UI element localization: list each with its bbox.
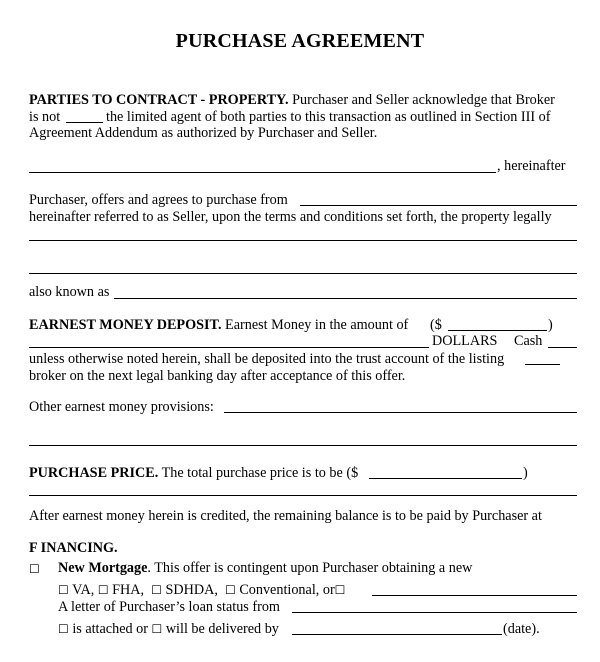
purchaser-offers-text: Purchaser, offers and agrees to purchase from bbox=[29, 192, 288, 208]
other-loan-checkbox[interactable]: ☐ bbox=[334, 583, 346, 597]
listing-blank[interactable] bbox=[525, 364, 560, 365]
earnest-text: Earnest Money in the amount of bbox=[225, 317, 409, 333]
price-text: The total purchase price is to be ($ bbox=[161, 465, 359, 481]
letter-text: A letter of Purchaser’s loan status from bbox=[58, 599, 280, 615]
other-provisions-text: Other earnest money provisions: bbox=[29, 399, 214, 415]
attached-text: is attached or bbox=[72, 621, 148, 637]
legal-description-line-1[interactable] bbox=[29, 240, 577, 241]
conventional-checkbox[interactable]: ☐ bbox=[225, 583, 236, 597]
va-checkbox[interactable]: ☐ bbox=[58, 583, 69, 597]
financing-heading: F INANCING. bbox=[29, 540, 118, 556]
cash-blank[interactable] bbox=[548, 347, 577, 348]
price-heading: PURCHASE PRICE. bbox=[29, 465, 159, 481]
parties-text-3: Agreement Addendum as authorized by Purchaser and Seller. bbox=[29, 125, 378, 141]
new-mortgage-line bbox=[58, 560, 472, 577]
also-known-as-blank[interactable] bbox=[114, 298, 577, 299]
seller-name-blank[interactable] bbox=[300, 205, 577, 206]
hereinafter-text: , hereinafter bbox=[497, 158, 566, 174]
loan-status-from-blank[interactable] bbox=[292, 612, 577, 613]
parties-text-2a: is not bbox=[29, 109, 61, 125]
page-title: PURCHASE AGREEMENT bbox=[175, 30, 425, 52]
earnest-heading: EARNEST MONEY DEPOSIT. bbox=[29, 317, 222, 333]
delivery-date-blank[interactable] bbox=[292, 634, 502, 635]
new-mortgage-text: . This offer is contingent upon Purchaser obtaining a new bbox=[147, 560, 473, 576]
loan-type-options bbox=[58, 582, 345, 599]
unless-text: unless otherwise noted herein, shall be deposited into the trust account of the listing bbox=[29, 351, 505, 367]
delivered-text: will be delivered by bbox=[165, 621, 279, 637]
attached-checkbox[interactable]: ☐ bbox=[58, 622, 69, 636]
earnest-open-paren: ($ bbox=[430, 317, 442, 333]
new-mortgage-checkbox[interactable]: ☐ bbox=[29, 562, 40, 576]
price-close-paren: ) bbox=[523, 465, 528, 481]
fha-checkbox[interactable]: ☐ bbox=[97, 583, 109, 597]
other-loan-blank[interactable] bbox=[372, 595, 577, 596]
va-label: VA, bbox=[72, 582, 95, 598]
price-words-blank[interactable] bbox=[29, 495, 577, 496]
parties-text-1: Purchaser and Seller acknowledge that Broker bbox=[292, 92, 555, 108]
parties-text-2b: the limited agent of both parties to this transaction as outlined in Section III of bbox=[106, 109, 551, 125]
earnest-amount-blank[interactable] bbox=[448, 330, 547, 331]
earnest-line-1 bbox=[29, 317, 408, 334]
remaining-text: After earnest money herein is credited, the remaining balance is to be paid by Purchaser at bbox=[29, 508, 542, 524]
new-mortgage-label: New Mortgage bbox=[58, 560, 148, 576]
earnest-close-paren: ) bbox=[548, 317, 553, 333]
dollars-text: DOLLARS bbox=[432, 333, 498, 349]
price-amount-blank[interactable] bbox=[369, 478, 522, 479]
parties-heading: PARTIES TO CONTRACT - PROPERTY. bbox=[29, 92, 289, 108]
delivered-checkbox[interactable]: ☐ bbox=[151, 622, 163, 636]
seller-terms-text: hereinafter referred to as Seller, upon the terms and conditions set forth, the property legally bbox=[29, 209, 552, 225]
other-provisions-blank-1[interactable] bbox=[224, 412, 577, 413]
earnest-words-blank[interactable] bbox=[29, 347, 429, 348]
parties-line-1 bbox=[29, 92, 555, 109]
attached-line bbox=[58, 621, 279, 638]
also-known-as-text: also known as bbox=[29, 284, 110, 300]
legal-description-line-2[interactable] bbox=[29, 273, 577, 274]
cash-text: Cash bbox=[514, 333, 543, 349]
broker-status-blank[interactable] bbox=[66, 122, 103, 123]
date-text: (date). bbox=[503, 621, 540, 637]
sdhda-checkbox[interactable]: ☐ bbox=[151, 583, 162, 597]
other-provisions-blank-2[interactable] bbox=[29, 445, 577, 446]
sdhda-label: SDHDA, bbox=[165, 582, 218, 598]
broker-text: broker on the next legal banking day after acceptance of this offer. bbox=[29, 368, 406, 384]
purchaser-name-blank[interactable] bbox=[29, 172, 496, 173]
price-line-1 bbox=[29, 465, 358, 482]
conventional-label: Conventional, or bbox=[239, 582, 335, 598]
fha-label: FHA, bbox=[112, 582, 145, 598]
